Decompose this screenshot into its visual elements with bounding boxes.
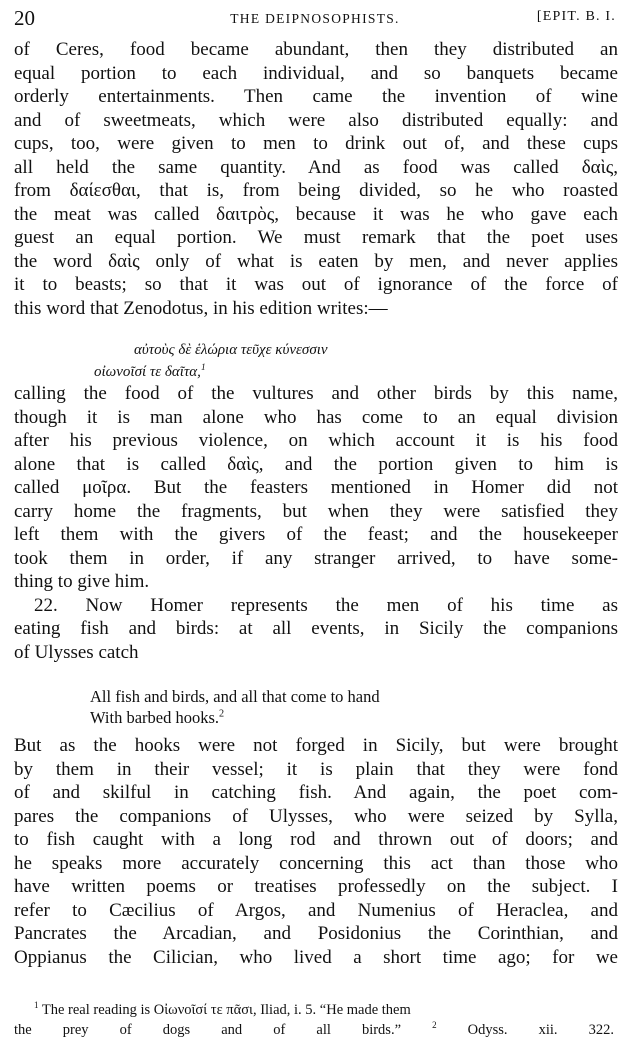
section-number: 22. [34,594,58,616]
footnote-line [14,1020,614,1040]
page-header [14,6,616,36]
text-line: he speaks more accurately concerning this act than those who [14,852,618,874]
text-line: cups, too, were given to men to drink out of, and these cups [14,133,618,154]
greek-line-1: αὐτοὺς δὲ ἑλώρια τεῦχε κύνεσσιν [134,342,328,358]
text-line: took them in order, if any stranger arrived, to have some- [14,547,618,569]
greek-quotation [0,339,628,383]
verse-line-2 [90,707,380,728]
text-line: called μοῖρα. But the feasters mentioned in Homer did not [14,477,618,498]
verse-line-2-text: With barbed hooks. [90,708,220,727]
text-line: thing to give him. [14,571,150,592]
text-line: eating fish and birds: at all events, in Sicily the companions [14,618,618,639]
text-line: pares the companions of Ulysses, who were seized by Sylla, [14,805,618,827]
footnote-1-text: The real reading is Οἰωνοῖσί τε πᾶσι, Iliad, i. 5. “He made them [41,1002,411,1018]
text-line: the meat was called δαιτρὸς, because it was he who gave each [14,203,618,225]
text-line: Pancrates the Arcadian, and Posidonius the Corinthian, and [14,923,618,944]
paragraph-1 [14,38,618,320]
text-line: it to beasts; so that it was out of ignorance of the force of [14,274,618,295]
text-line: carry home the fragments, but when they were satisfied they [14,500,618,522]
paragraph-4 [14,734,618,969]
footnote-ref-1: 1 [200,363,206,373]
running-title: THE DEIPNOSOPHISTS. [230,11,400,26]
text-line: guest an equal portion. We must remark that the poet uses [14,227,618,248]
footnote-2-text: Odyss. xii. 322. [467,1022,615,1038]
text-line: all held the same quantity. And as food was called δαὶς, [14,156,618,178]
text-line: calling the food of the vultures and other birds by this name, [14,383,618,404]
text-line: equal portion to each individual, and so banquets became [14,62,618,84]
text-line: refer to Cæcilius of Argos, and Numenius of Heraclea, and [14,899,618,921]
page-number: 20 [14,6,35,30]
footnote-2 [432,1022,614,1038]
verse-line-1: All fish and birds, and all that come to hand [90,687,380,706]
text-line: after his previous violence, on which account it is his food [14,430,618,451]
paragraph-2 [14,382,618,664]
text-line: the word δαὶς only of what is eaten by men, and never applies [14,250,618,272]
text-line: left them with the givers of the feast; and the housekeeper [14,524,618,545]
text-line [14,594,618,618]
text-line: and of sweetmeats, which were also distributed equally: and [14,109,618,131]
footnote-ref-2: 2 [219,708,225,720]
text-line: of Ceres, food became abundant, then they distributed an [14,39,618,60]
text-line: from δαίεσθαι, that is, from being divided, so he who roasted [14,180,618,201]
text-line: alone that is called δαὶς, and the portion given to him is [14,453,618,475]
text-line: But as the hooks were not forged in Sicily, but were brought [14,735,618,756]
text-line: by them in their vessel; it is plain that they were fond [14,758,618,780]
footnote-marker-2: 2 [432,1020,437,1031]
text-line: this word that Zenodotus, in his edition writes:— [14,297,388,319]
text-line: orderly entertainments. Then came the invention of wine [14,86,618,107]
section-marker: [EPIT. B. I. [536,9,616,24]
verse-quotation [90,686,380,728]
text-line: Oppianus the Cilician, who lived a short time ago; for we [14,946,618,968]
text-line: of and skilful in catching fish. And again, the poet com- [14,782,618,803]
footnote-1 [14,1000,614,1020]
footnotes [14,1000,614,1040]
text-line: have written poems or treatises professedly on the subject. I [14,876,618,897]
text-line: though it is man alone who has come to an equal division [14,406,618,428]
text-line: of Ulysses catch [14,641,139,663]
greek-line-2-text: οἰωνοῖσί τε δαῖτα, [94,364,201,380]
greek-line-2 [0,361,628,383]
footnote-marker-1: 1 [34,1000,39,1011]
section-line-text: Now Homer represents the men of his time as [85,594,618,616]
text-line: to fish caught with a long rod and thrown out of doors; and [14,829,618,850]
footnote-1-continued: the prey of dogs and of all birds.” [14,1022,402,1038]
